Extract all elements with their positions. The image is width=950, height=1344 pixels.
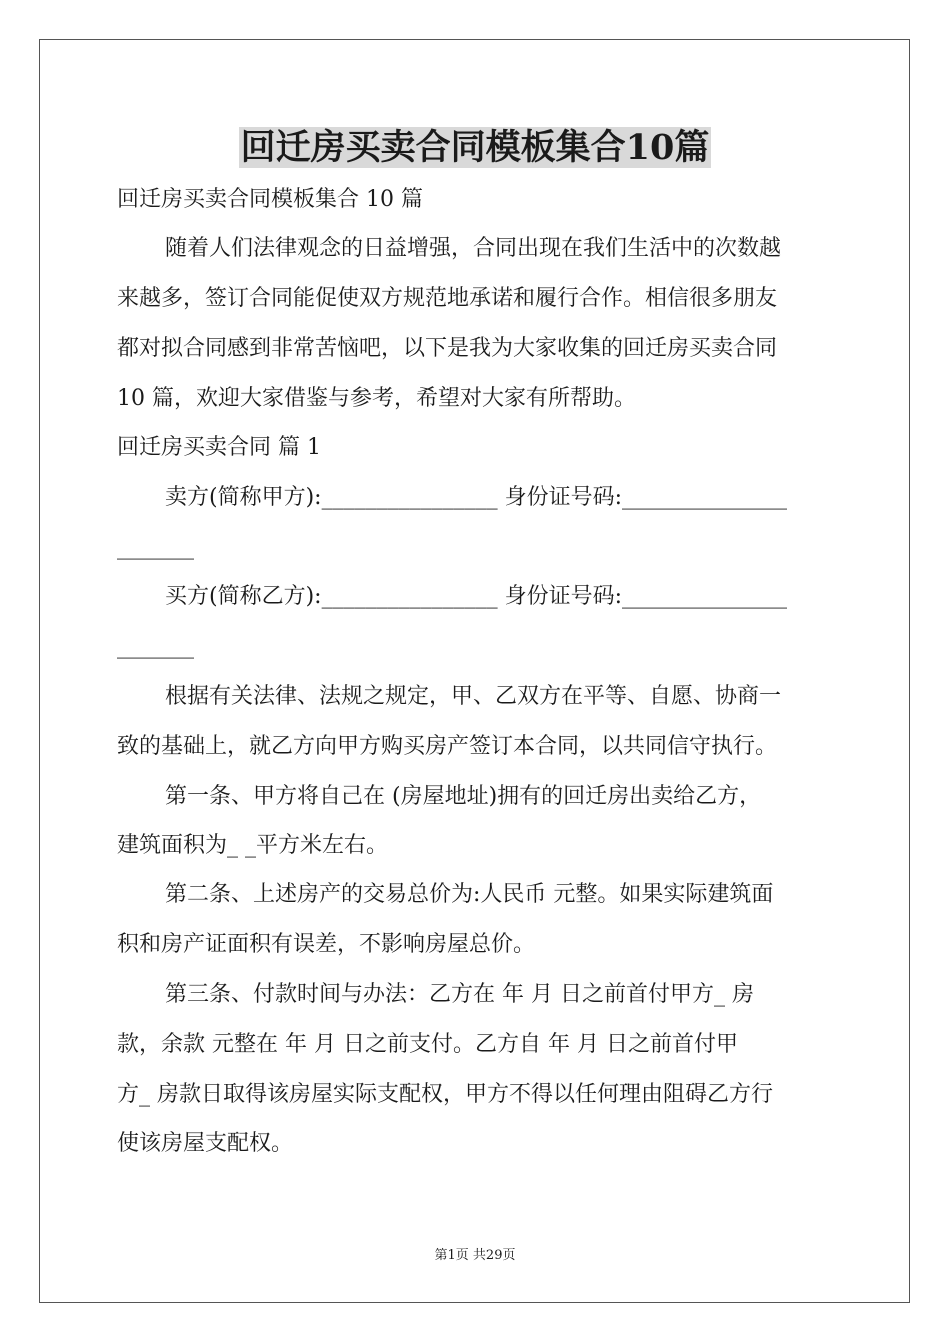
intro-line-4: 10 篇，欢迎大家借鉴与参考，希望对大家有所帮助。 bbox=[117, 386, 636, 411]
article3-line-1: 第三条、付款时间与办法：乙方在 年 月 日之前首付甲方_ 房 bbox=[165, 982, 754, 1007]
page-number: 第1页 共29页 bbox=[434, 1248, 516, 1263]
seller-line-cont: _______ bbox=[117, 535, 194, 560]
document-title: 回迁房买卖合同模板集合10篇 bbox=[240, 127, 710, 168]
buyer-line: 买方(简称乙方):________________ 身份证号码:_______________ bbox=[165, 584, 787, 609]
article3-line-4: 使该房屋支配权。 bbox=[117, 1131, 294, 1156]
section-heading: 回迁房买卖合同 篇 1 bbox=[117, 435, 321, 460]
page-border bbox=[39, 39, 910, 1303]
article1-line-2: 建筑面积为_ _平方米左右。 bbox=[117, 833, 388, 858]
article1-line-1: 第一条、甲方将自己在 (房屋地址)拥有的回迁房出卖给乙方， bbox=[165, 784, 762, 809]
intro-line-2: 来越多，签订合同能促使双方规范地承诺和履行合作。相信很多朋友 bbox=[117, 286, 778, 311]
intro-line-3: 都对拟合同感到非常苦恼吧，以下是我为大家收集的回迁房买卖合同 bbox=[117, 336, 778, 361]
buyer-line-cont: _______ bbox=[117, 634, 194, 659]
subtitle-line: 回迁房买卖合同模板集合 10 篇 bbox=[117, 187, 423, 212]
intro-line-1: 随着人们法律观念的日益增强，合同出现在我们生活中的次数越 bbox=[165, 236, 782, 261]
basis-line-2: 致的基础上，就乙方向甲方购买房产签订本合同，以共同信守执行。 bbox=[117, 734, 778, 759]
article2-line-1: 第二条、上述房产的交易总价为:人民币 元整。如果实际建筑面 bbox=[165, 882, 774, 907]
basis-line-1: 根据有关法律、法规之规定，甲、乙双方在平等、自愿、协商一 bbox=[165, 684, 782, 709]
article3-line-3: 方_ 房款日取得该房屋实际支配权，甲方不得以任何理由阻碍乙方行 bbox=[117, 1082, 773, 1107]
article2-line-2: 积和房产证面积有误差，不影响房屋总价。 bbox=[117, 932, 536, 957]
article3-line-2: 款，余款 元整在 年 月 日之前支付。乙方自 年 月 日之前首付甲 bbox=[117, 1032, 738, 1057]
seller-line: 卖方(简称甲方):________________ 身份证号码:_______________ bbox=[165, 485, 787, 510]
